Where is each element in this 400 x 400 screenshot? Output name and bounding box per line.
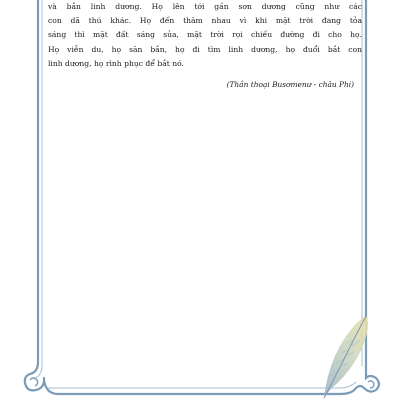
paragraph-line: Họ viễn du, họ săn bắn, họ đi tìm linh dương, họ đuổi bắt con: [48, 44, 362, 54]
paragraph-line: sáng thì mặt đất sáng sủa, mặt trời rọi chiếu đường đi cho họ.: [48, 30, 362, 40]
body-paragraph: [48, 0, 362, 71]
paragraph-line: và bắn linh dương. Họ lên tới gần sơn dương cũng như các: [48, 2, 362, 11]
source-citation: (Thần thoại Busơmenư - châu Phi): [226, 80, 354, 89]
feather-quill-icon: [310, 312, 372, 400]
paragraph-line: con dã thú khác. Họ đến thăm nhau vì khi mặt trời đang tỏa: [48, 16, 362, 26]
paragraph-line: linh dương, họ rình phục để bắt nó.: [48, 58, 184, 68]
